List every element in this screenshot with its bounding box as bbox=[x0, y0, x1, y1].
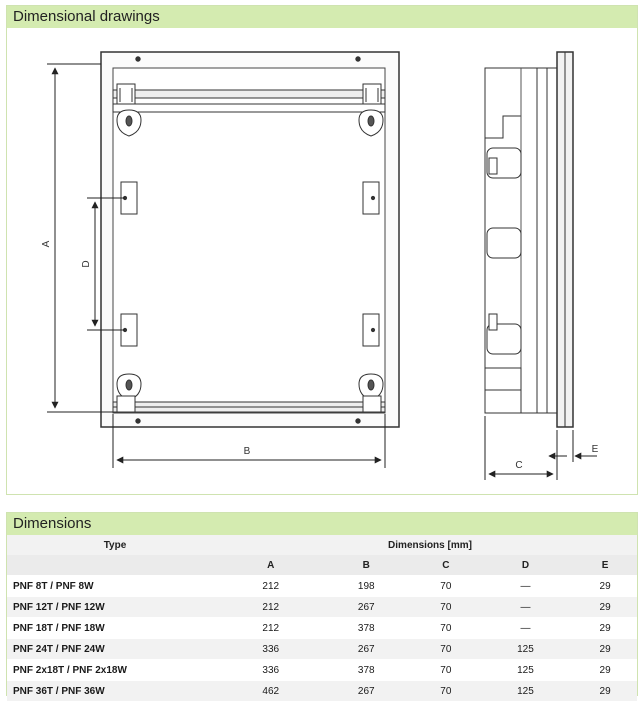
cell-d: 125 bbox=[478, 639, 574, 660]
dimension-e bbox=[549, 430, 597, 462]
type-cell: PNF 18T / PNF 18W bbox=[7, 618, 223, 639]
cell-b: 267 bbox=[319, 639, 415, 660]
dimension-b-label: B bbox=[244, 446, 251, 457]
cell-c: 70 bbox=[414, 597, 478, 618]
cell-c: 70 bbox=[414, 576, 478, 597]
side-view bbox=[485, 52, 573, 427]
cell-d: — bbox=[478, 597, 574, 618]
type-cell: PNF 8T / PNF 8W bbox=[7, 576, 223, 597]
cell-a: 336 bbox=[223, 660, 319, 681]
slot-icon bbox=[368, 116, 374, 126]
column-header-b: B bbox=[319, 555, 415, 576]
cell-a: 462 bbox=[223, 681, 319, 701]
dimensions-title: Dimensions bbox=[7, 513, 637, 535]
column-header-e: E bbox=[573, 555, 637, 576]
cell-a: 336 bbox=[223, 639, 319, 660]
cell-c: 70 bbox=[414, 639, 478, 660]
slot-icon bbox=[126, 116, 132, 126]
type-cell: PNF 12T / PNF 12W bbox=[7, 597, 223, 618]
cell-e: 29 bbox=[573, 639, 637, 660]
cell-e: 29 bbox=[573, 618, 637, 639]
cell-c: 70 bbox=[414, 660, 478, 681]
cell-b: 378 bbox=[319, 618, 415, 639]
type-cell: PNF 36T / PNF 36W bbox=[7, 681, 223, 701]
column-header-a: A bbox=[223, 555, 319, 576]
technical-drawing bbox=[7, 28, 637, 494]
cell-b: 267 bbox=[319, 597, 415, 618]
cell-d: — bbox=[478, 618, 574, 639]
dimensions-table bbox=[7, 535, 637, 701]
screw-icon bbox=[356, 57, 360, 61]
table-row bbox=[7, 576, 637, 597]
cell-d: 125 bbox=[478, 681, 574, 701]
dimension-a-label: A bbox=[41, 240, 52, 247]
table-row bbox=[7, 639, 637, 660]
cell-e: 29 bbox=[573, 597, 637, 618]
table-header-row bbox=[7, 535, 637, 555]
cell-b: 267 bbox=[319, 681, 415, 701]
dimension-e-label: E bbox=[592, 444, 599, 455]
cell-a: 212 bbox=[223, 576, 319, 597]
dimension-c-label: C bbox=[515, 460, 522, 471]
dimensional-drawings-title: Dimensional drawings bbox=[7, 6, 637, 28]
front-inner-box bbox=[113, 68, 385, 413]
type-cell: PNF 2x18T / PNF 2x18W bbox=[7, 660, 223, 681]
cell-a: 212 bbox=[223, 597, 319, 618]
table-row bbox=[7, 597, 637, 618]
cell-c: 70 bbox=[414, 618, 478, 639]
dimension-d-label: D bbox=[81, 260, 92, 267]
cell-e: 29 bbox=[573, 576, 637, 597]
cell-d: 125 bbox=[478, 660, 574, 681]
slot-icon bbox=[126, 380, 132, 390]
type-subheader bbox=[7, 555, 223, 576]
slot-icon bbox=[368, 380, 374, 390]
column-header-c: C bbox=[414, 555, 478, 576]
cell-e: 29 bbox=[573, 660, 637, 681]
cell-c: 70 bbox=[414, 681, 478, 701]
cell-d: — bbox=[478, 576, 574, 597]
table-row bbox=[7, 681, 637, 701]
screw-icon bbox=[136, 57, 140, 61]
cell-a: 212 bbox=[223, 618, 319, 639]
table-row bbox=[7, 660, 637, 681]
dimensions-header: Dimensions [mm] bbox=[223, 535, 637, 555]
dimensions-panel bbox=[6, 512, 638, 696]
dimensional-drawings-panel bbox=[6, 5, 638, 495]
cell-e: 29 bbox=[573, 681, 637, 701]
type-header: Type bbox=[7, 535, 223, 555]
column-header-row bbox=[7, 555, 637, 576]
table-row bbox=[7, 618, 637, 639]
front-view bbox=[101, 52, 399, 427]
screw-icon bbox=[356, 419, 360, 423]
cell-b: 198 bbox=[319, 576, 415, 597]
cell-b: 378 bbox=[319, 660, 415, 681]
column-header-d: D bbox=[478, 555, 574, 576]
screw-icon bbox=[136, 419, 140, 423]
type-cell: PNF 24T / PNF 24W bbox=[7, 639, 223, 660]
